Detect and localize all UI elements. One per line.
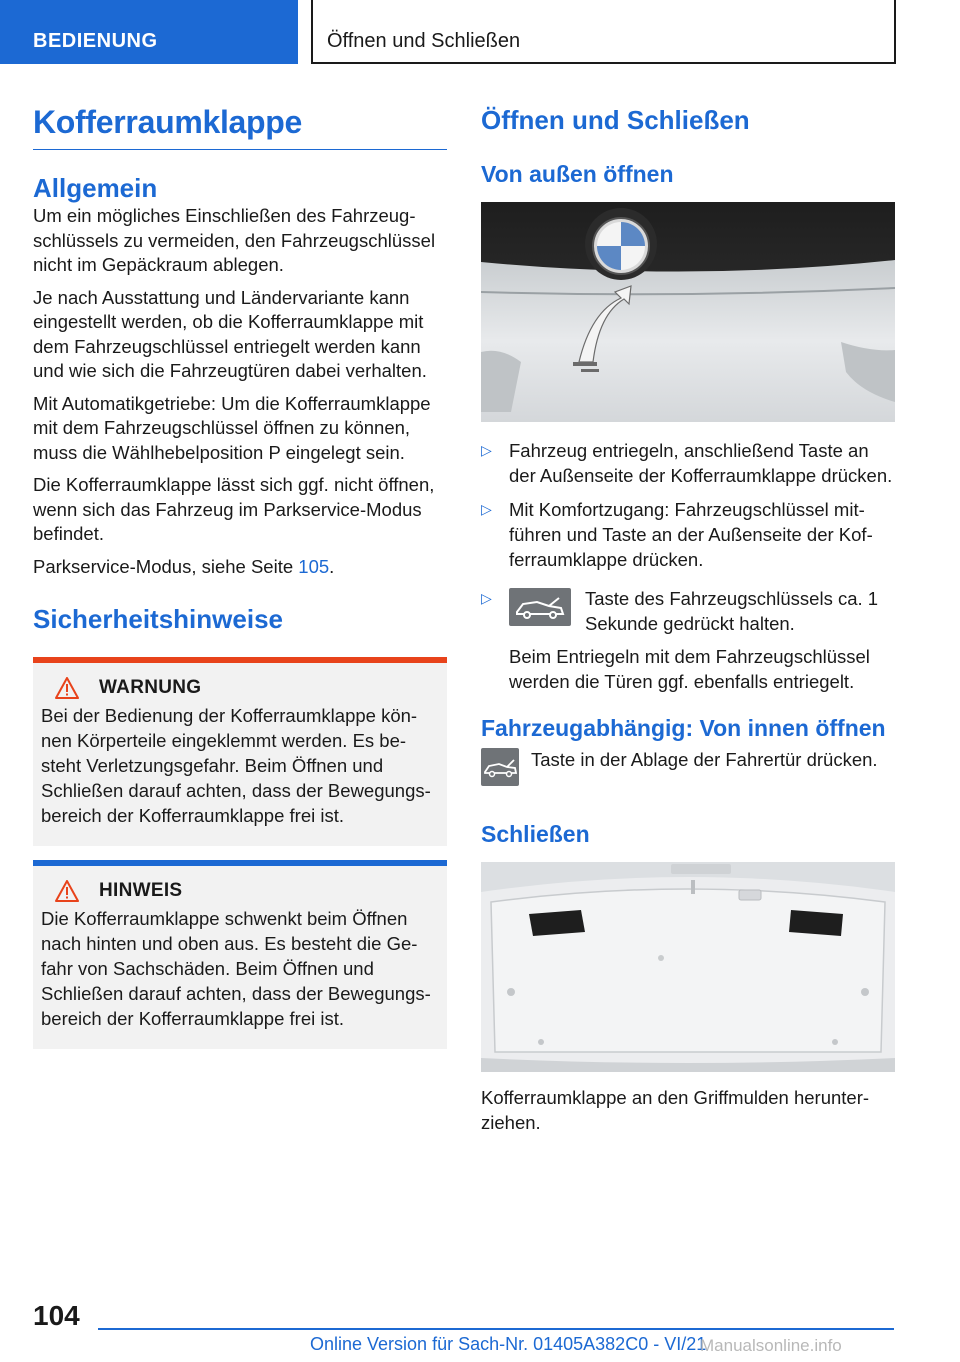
inside-text: Taste in der Ablage der Fahrertür drücken. (531, 749, 878, 770)
outside-steps (481, 438, 895, 636)
chapter-label: Öffnen und Schließen (327, 30, 521, 52)
footer-divider (98, 1328, 894, 1330)
safety-heading: Sicherheitshinweise (33, 604, 283, 634)
general-paragraph-1: Um ein mögliches Einschließen des Fahrzeugschlüssels zu vermeiden, den Fahrzeugschlüssel nicht im Gepäckraum ablegen. (33, 205, 436, 275)
outside-step-1-text: Fahrzeug entriegeln, anschließend Taste an der Außenseite der Kofferraumklappe drücken. (509, 440, 893, 486)
hint-box (33, 860, 447, 1049)
inside-step (481, 748, 895, 794)
page-number: 104 (33, 1300, 80, 1331)
general-heading: Allgemein (33, 173, 158, 203)
page-reference (33, 555, 447, 580)
section-tab (0, 0, 298, 64)
closing-text: Kofferraumklappe an den Griffmulden herunterziehen. (481, 1087, 870, 1133)
left-column (33, 100, 447, 1049)
outside-heading: Von außen öffnen (481, 161, 674, 187)
outside-step-2-text: Mit Komfortzugang: Fahrzeugschlüssel mitführen und Taste an der Außenseite der Kofferraumklappe drücken. (509, 499, 873, 570)
car-door-button-icon (481, 748, 519, 786)
reference-suffix: . (329, 555, 335, 577)
warning-box (33, 657, 447, 846)
page-title: Kofferraumklappe (33, 104, 447, 150)
outside-step-2 (481, 497, 895, 572)
general-paragraph-4: Die Kofferraumklappe lässt sich ggf. nicht öffnen, wenn sich das Fahrzeug im Parkservice-Modus befindet. (33, 474, 435, 544)
hint-header (55, 880, 439, 902)
closing-heading: Schließen (481, 821, 590, 847)
car-trunk-open-icon (509, 588, 571, 626)
warning-triangle-icon (55, 677, 79, 699)
hint-title: HINWEIS (99, 880, 183, 901)
reference-page-link[interactable]: 105 (298, 555, 330, 577)
warning-header (55, 677, 439, 699)
trunk-lid-photo (481, 862, 895, 1072)
hint-text: Die Kofferraumklappe schwenkt beim Öffnen nach hinten und oben aus. Es besteht die Gefahr von Sachschäden. Beim Öffnen und Schließen darauf achten, dass der Bewegungsbereich der Kofferraumklappe frei ist. (41, 908, 431, 1029)
key-step-text: Taste des Fahrzeugschlüssels ca. 1 Sekunde gedrückt halten. (585, 588, 879, 634)
watermark: Manualsonline.info (700, 1336, 842, 1355)
outside-step-3 (481, 586, 895, 636)
section-label: BEDIENUNG (33, 30, 158, 52)
outside-step-1 (481, 438, 895, 488)
key-note: Beim Entriegeln mit dem Fahrzeugschlüssel werden die Türen ggf. ebenfalls entriegelt. (509, 646, 870, 692)
warning-title: WARNUNG (99, 677, 202, 698)
trunk-button-photo (481, 202, 895, 422)
warning-text: Bei der Bedienung der Kofferraumklappe können Körperteile eingeklemmt werden. Es besteht Verletzungsgefahr. Beim Öffnen und Schließen darauf achten, dass der Bewegungsbereich der Kofferraumklappe frei ist. (41, 705, 431, 826)
general-paragraph-3: Mit Automatikgetriebe: Um die Kofferraumklappe mit dem Fahrzeugschlüssel öffnen zu können, muss die Wählhebelposition P eingelegt sein. (33, 392, 431, 463)
triangle-right-icon: ▷ (481, 501, 492, 517)
inside-heading: Fahrzeugabhängig: Von innen öffnen (481, 715, 886, 741)
right-column (481, 100, 895, 1143)
triangle-right-icon: ▷ (481, 590, 492, 606)
hint-triangle-icon (55, 880, 79, 902)
triangle-right-icon: ▷ (481, 442, 492, 458)
general-paragraph-2: Je nach Ausstattung und Ländervariante kann eingestellt werden, ob die Kofferraumklappe mit dem Fahrzeugschlüssel entriegelt werden kann und wie sich die Fahrzeugtüren dabei verhalten. (33, 286, 427, 381)
open-close-heading: Öffnen und Schließen (481, 105, 750, 135)
reference-text: Parkservice-Modus, siehe Seite (33, 555, 299, 577)
footer-online-version: Online Version für Sach-Nr. 01405A382C0 - VI/21 (310, 1334, 707, 1354)
chapter-header (311, 0, 896, 64)
